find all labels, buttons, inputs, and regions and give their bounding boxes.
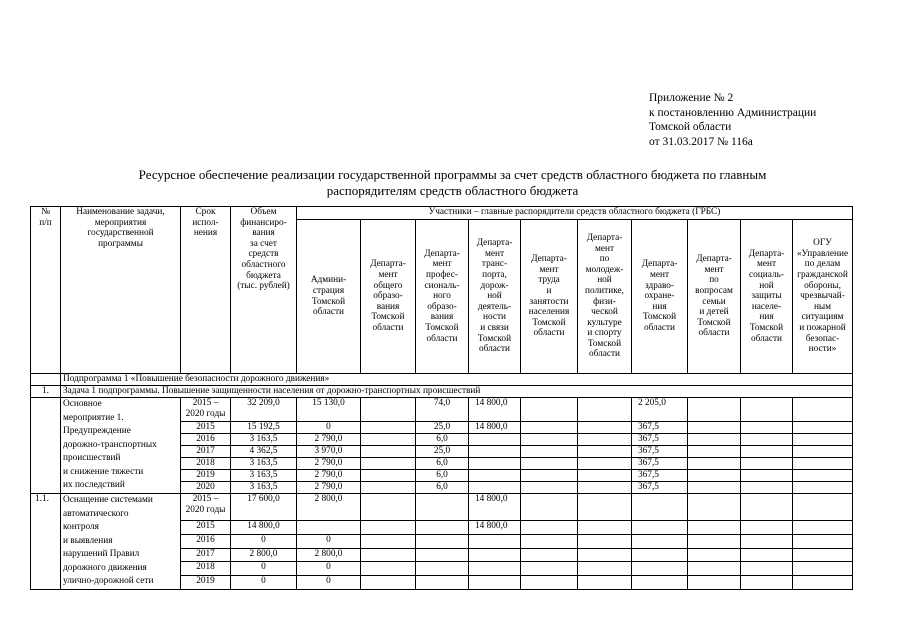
grbs-value-cell: 6,0: [416, 470, 469, 482]
grbs-value-cell: [521, 575, 578, 589]
grbs-value-cell: [578, 482, 632, 494]
volume-cell: 3 163,5: [231, 434, 297, 446]
header-grbs-col: Департа- мент общего образо- вания Томской области: [361, 220, 416, 374]
grbs-value-cell: [361, 548, 416, 562]
grbs-value-cell: [793, 398, 853, 422]
grbs-value-cell: [741, 562, 793, 576]
grbs-value-cell: [521, 398, 578, 422]
grbs-value-cell: [578, 434, 632, 446]
year-cell: 2019: [181, 470, 231, 482]
grbs-value-cell: [793, 534, 853, 548]
grbs-value-cell: 367,5: [632, 470, 688, 482]
grbs-value-cell: [361, 494, 416, 521]
grbs-value-cell: [741, 548, 793, 562]
grbs-value-cell: 14 800,0: [469, 494, 521, 521]
grbs-value-cell: [793, 470, 853, 482]
grbs-value-cell: [741, 434, 793, 446]
header-term: Срок испол- нения: [181, 207, 231, 374]
grbs-value-cell: [741, 422, 793, 434]
grbs-value-cell: [361, 534, 416, 548]
grbs-value-cell: [688, 434, 741, 446]
task-title: Задача 1 подпрограммы. Повышение защищенности населения от дорожно-транспортных происшествий: [61, 386, 853, 398]
year-cell: 2018: [181, 562, 231, 576]
grbs-value-cell: [521, 434, 578, 446]
empty-cell: [31, 374, 61, 386]
grbs-value-cell: [578, 398, 632, 422]
grbs-value-cell: [521, 446, 578, 458]
appendix-line: Приложение № 2: [649, 92, 734, 104]
year-cell: 2016: [181, 534, 231, 548]
grbs-value-cell: 6,0: [416, 458, 469, 470]
grbs-value-cell: [578, 521, 632, 535]
grbs-value-cell: [688, 482, 741, 494]
grbs-value-cell: [793, 521, 853, 535]
grbs-value-cell: [688, 562, 741, 576]
year-cell: 2015 – 2020 годы: [181, 494, 231, 521]
year-cell: 2018: [181, 458, 231, 470]
year-cell: 2015: [181, 422, 231, 434]
grbs-value-cell: [416, 562, 469, 576]
grbs-value-cell: 3 970,0: [297, 446, 361, 458]
year-cell: 2017: [181, 446, 231, 458]
year-cell: 2016: [181, 434, 231, 446]
grbs-value-cell: [416, 534, 469, 548]
grbs-value-cell: [741, 458, 793, 470]
grbs-value-cell: [361, 458, 416, 470]
grbs-value-cell: [578, 446, 632, 458]
grbs-value-cell: [469, 458, 521, 470]
grbs-value-cell: 367,5: [632, 446, 688, 458]
grbs-value-cell: [688, 575, 741, 589]
title-line: распорядителям средств областного бюджета: [326, 183, 579, 198]
grbs-value-cell: [741, 575, 793, 589]
grbs-value-cell: 6,0: [416, 434, 469, 446]
header-name: Наименование задачи, мероприятия государственной программы: [61, 207, 181, 374]
grbs-value-cell: [793, 458, 853, 470]
grbs-value-cell: [361, 422, 416, 434]
grbs-value-cell: [688, 521, 741, 535]
grbs-value-cell: [469, 562, 521, 576]
grbs-value-cell: [469, 482, 521, 494]
grbs-value-cell: [416, 494, 469, 521]
grbs-value-cell: [521, 422, 578, 434]
grbs-value-cell: [793, 575, 853, 589]
header-grbs-col: Департа- мент профес- сиональ- ного образо- вания Томской области: [416, 220, 469, 374]
appendix-line: от 31.03.2017 № 116а: [649, 135, 753, 148]
grbs-value-cell: 2 205,0: [632, 398, 688, 422]
grbs-value-cell: 25,0: [416, 446, 469, 458]
grbs-value-cell: [688, 446, 741, 458]
grbs-value-cell: [741, 398, 793, 422]
grbs-value-cell: [521, 470, 578, 482]
header-grbs-col: Департа- мент по вопросам семьи и детей Томской области: [688, 220, 741, 374]
year-cell: 2015 – 2020 годы: [181, 398, 231, 422]
grbs-value-cell: [793, 422, 853, 434]
grbs-value-cell: 2 790,0: [297, 434, 361, 446]
header-grbs-col: ОГУ «Управление по делам гражданской обороны, чрезвычай- ным ситуациям и пожарной безопас- ности»: [793, 220, 853, 374]
grbs-value-cell: [469, 534, 521, 548]
grbs-value-cell: [361, 482, 416, 494]
header-participants: Участники – главные распорядители средств областного бюджета (ГРБС): [297, 207, 853, 220]
grbs-value-cell: [361, 470, 416, 482]
grbs-value-cell: [578, 534, 632, 548]
grbs-value-cell: [741, 470, 793, 482]
grbs-value-cell: [361, 575, 416, 589]
header-grbs-col: Админи- страция Томской области: [297, 220, 361, 374]
grbs-value-cell: [416, 521, 469, 535]
volume-cell: 3 163,5: [231, 470, 297, 482]
appendix-line: Томской области: [649, 121, 732, 133]
grbs-value-cell: 2 800,0: [297, 494, 361, 521]
grbs-value-cell: [632, 575, 688, 589]
grbs-value-cell: [469, 575, 521, 589]
grbs-value-cell: [793, 562, 853, 576]
grbs-value-cell: [361, 434, 416, 446]
grbs-value-cell: [578, 458, 632, 470]
document-title: [60, 167, 845, 199]
grbs-value-cell: [469, 434, 521, 446]
volume-cell: 0: [231, 534, 297, 548]
grbs-value-cell: [688, 422, 741, 434]
grbs-value-cell: [632, 548, 688, 562]
grbs-value-cell: [578, 494, 632, 521]
grbs-value-cell: 0: [297, 534, 361, 548]
grbs-value-cell: [521, 458, 578, 470]
grbs-value-cell: 367,5: [632, 482, 688, 494]
grbs-value-cell: [793, 482, 853, 494]
volume-cell: 4 362,5: [231, 446, 297, 458]
year-cell: 2017: [181, 548, 231, 562]
year-cell: 2019: [181, 575, 231, 589]
grbs-value-cell: [521, 548, 578, 562]
header-grbs-col: Департа- мент транс- порта, дорож- ной деятель- ности и связи Томской области: [469, 220, 521, 374]
grbs-value-cell: 14 800,0: [469, 422, 521, 434]
header-grbs-col: Департа- мент по молодеж- ной политике, физи- ческой культуре и спорту Томской области: [578, 220, 632, 374]
grbs-value-cell: [688, 548, 741, 562]
grbs-value-cell: [741, 521, 793, 535]
grbs-value-cell: [578, 422, 632, 434]
grbs-value-cell: 0: [297, 562, 361, 576]
grbs-value-cell: [741, 534, 793, 548]
grbs-value-cell: [632, 562, 688, 576]
grbs-value-cell: [741, 494, 793, 521]
grbs-value-cell: 2 790,0: [297, 458, 361, 470]
resource-table: [30, 206, 853, 590]
grbs-value-cell: [297, 521, 361, 535]
title-line: Ресурсное обеспечение реализации государственной программы за счет средств областного бюджета по главным: [138, 167, 767, 182]
grbs-value-cell: [578, 575, 632, 589]
grbs-value-cell: [361, 398, 416, 422]
grbs-value-cell: [632, 494, 688, 521]
grbs-value-cell: [521, 534, 578, 548]
item-name: Оснащение системами автоматического контроля и выявления нарушений Правил дорожного движения улично-дорожной сети: [61, 494, 181, 590]
grbs-value-cell: [632, 521, 688, 535]
header-volume: Объем финансиро- вания за счет средств областного бюджета (тыс. рублей): [231, 207, 297, 374]
grbs-value-cell: [521, 521, 578, 535]
grbs-value-cell: [793, 446, 853, 458]
grbs-value-cell: [416, 575, 469, 589]
grbs-value-cell: [469, 470, 521, 482]
volume-cell: 3 163,5: [231, 482, 297, 494]
volume-cell: 15 192,5: [231, 422, 297, 434]
grbs-value-cell: [688, 470, 741, 482]
volume-cell: 14 800,0: [231, 521, 297, 535]
header-grbs-col: Департа- мент труда и занятости населения Томской области: [521, 220, 578, 374]
header-num: № п/п: [31, 207, 61, 374]
grbs-value-cell: 0: [297, 422, 361, 434]
grbs-value-cell: [741, 446, 793, 458]
grbs-value-cell: [741, 482, 793, 494]
volume-cell: 32 209,0: [231, 398, 297, 422]
grbs-value-cell: [793, 434, 853, 446]
grbs-value-cell: [632, 534, 688, 548]
grbs-value-cell: [793, 548, 853, 562]
task-num: 1.: [31, 386, 61, 398]
grbs-value-cell: [688, 534, 741, 548]
header-grbs-col: Департа- мент социаль- ной защиты населе- ния Томской области: [741, 220, 793, 374]
grbs-value-cell: [521, 482, 578, 494]
item-num: 1.1.: [31, 494, 61, 590]
grbs-value-cell: [521, 562, 578, 576]
volume-cell: 0: [231, 562, 297, 576]
item-name: Основное мероприятие 1. Предупреждение дорожно-транспортных происшествий и снижение тяжести их последствий: [61, 398, 181, 494]
grbs-value-cell: 367,5: [632, 434, 688, 446]
grbs-value-cell: [578, 470, 632, 482]
grbs-value-cell: 6,0: [416, 482, 469, 494]
appendix-line: к постановлению Администрации: [649, 106, 817, 119]
grbs-value-cell: [469, 446, 521, 458]
volume-cell: 3 163,5: [231, 458, 297, 470]
grbs-value-cell: [688, 458, 741, 470]
grbs-value-cell: 25,0: [416, 422, 469, 434]
grbs-value-cell: [688, 398, 741, 422]
grbs-value-cell: [469, 548, 521, 562]
grbs-value-cell: 0: [297, 575, 361, 589]
grbs-value-cell: [416, 548, 469, 562]
grbs-value-cell: [688, 494, 741, 521]
subprogram-title: Подпрограмма 1 «Повышение безопасности дорожного движения»: [61, 374, 853, 386]
grbs-value-cell: 14 800,0: [469, 521, 521, 535]
grbs-value-cell: 2 790,0: [297, 470, 361, 482]
grbs-value-cell: [361, 562, 416, 576]
volume-cell: 17 600,0: [231, 494, 297, 521]
appendix-block: [649, 91, 816, 149]
volume-cell: 0: [231, 575, 297, 589]
grbs-value-cell: [521, 494, 578, 521]
grbs-value-cell: [578, 548, 632, 562]
grbs-value-cell: 74,0: [416, 398, 469, 422]
grbs-value-cell: [578, 562, 632, 576]
item-num: [31, 398, 61, 494]
header-grbs-col: Департа- мент здраво- охране- ния Томской области: [632, 220, 688, 374]
grbs-value-cell: [361, 521, 416, 535]
grbs-value-cell: 2 800,0: [297, 548, 361, 562]
grbs-value-cell: [793, 494, 853, 521]
grbs-value-cell: [361, 446, 416, 458]
volume-cell: 2 800,0: [231, 548, 297, 562]
grbs-value-cell: 367,5: [632, 458, 688, 470]
grbs-value-cell: 2 790,0: [297, 482, 361, 494]
year-cell: 2015: [181, 521, 231, 535]
year-cell: 2020: [181, 482, 231, 494]
grbs-value-cell: 15 130,0: [297, 398, 361, 422]
grbs-value-cell: 367,5: [632, 422, 688, 434]
grbs-value-cell: 14 800,0: [469, 398, 521, 422]
